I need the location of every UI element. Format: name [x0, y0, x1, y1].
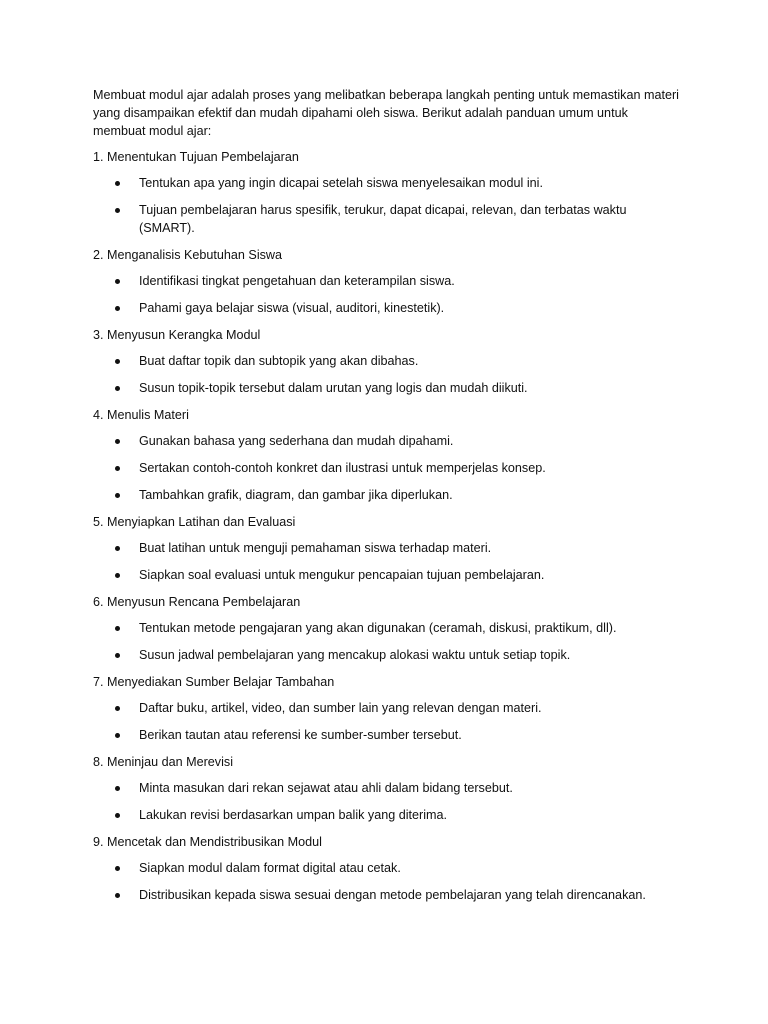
bullet-list [93, 432, 683, 504]
bullet-dot-icon [115, 279, 120, 284]
list-item-text: Tentukan metode pengajaran yang akan digunakan (ceramah, diskusi, praktikum, dll). [139, 621, 617, 635]
list-item-text: Siapkan modul dalam format digital atau cetak. [139, 861, 401, 875]
section-heading: 9. Mencetak dan Mendistribusikan Modul [93, 835, 322, 849]
bullet-dot-icon [115, 706, 120, 711]
bullet-dot-icon [115, 359, 120, 364]
section [93, 673, 683, 744]
bullet-list [93, 272, 683, 317]
list-item-text: Distribusikan kepada siswa sesuai dengan metode pembelajaran yang telah direncanakan. [139, 888, 646, 902]
section [93, 406, 683, 504]
list-item [93, 272, 683, 290]
bullet-list [93, 619, 683, 664]
list-item-text: Berikan tautan atau referensi ke sumber-sumber tersebut. [139, 728, 462, 742]
list-item [93, 566, 683, 584]
bullet-list [93, 174, 683, 237]
list-item-text: Lakukan revisi berdasarkan umpan balik yang diterima. [139, 808, 448, 822]
section-heading: 5. Menyiapkan Latihan dan Evaluasi [93, 515, 296, 529]
section [93, 148, 683, 237]
list-item [93, 379, 683, 397]
bullet-dot-icon [115, 493, 120, 498]
bullet-dot-icon [115, 733, 120, 738]
list-item [93, 806, 683, 824]
list-item [93, 459, 683, 477]
bullet-list [93, 352, 683, 397]
bullet-dot-icon [115, 181, 120, 186]
bullet-dot-icon [115, 208, 120, 213]
bullet-dot-icon [115, 466, 120, 471]
bullet-dot-icon [115, 813, 120, 818]
bullet-dot-icon [115, 893, 120, 898]
bullet-dot-icon [115, 306, 120, 311]
bullet-dot-icon [115, 439, 120, 444]
list-item-text: Susun jadwal pembelajaran yang mencakup alokasi waktu untuk setiap topik. [139, 648, 571, 662]
list-item-text: Sertakan contoh-contoh konkret dan ilustrasi untuk memperjelas konsep. [139, 461, 546, 475]
bullet-list [93, 779, 683, 824]
list-item [93, 486, 683, 504]
list-item [93, 619, 683, 637]
bullet-dot-icon [115, 866, 120, 871]
list-item [93, 646, 683, 664]
section-heading: 6. Menyusun Rencana Pembelajaran [93, 595, 301, 609]
section-heading: 8. Meninjau dan Merevisi [93, 755, 234, 769]
list-item-text: Buat latihan untuk menguji pemahaman siswa terhadap materi. [139, 541, 492, 555]
list-item-text: Minta masukan dari rekan sejawat atau ahli dalam bidang tersebut. [139, 781, 513, 795]
section [93, 753, 683, 824]
bullet-dot-icon [115, 786, 120, 791]
list-item [93, 726, 683, 744]
document-page [93, 86, 683, 913]
list-item [93, 352, 683, 370]
list-item-text: Siapkan soal evaluasi untuk mengukur pencapaian tujuan pembelajaran. [139, 568, 545, 582]
list-item [93, 432, 683, 450]
section-heading: 1. Menentukan Tujuan Pembelajaran [93, 150, 299, 164]
list-item [93, 539, 683, 557]
list-item [93, 201, 683, 237]
bullet-list [93, 539, 683, 584]
list-item-text: Tujuan pembelajaran harus spesifik, terukur, dapat dicapai, relevan, dan terbatas waktu (SMART). [139, 203, 627, 235]
list-item-text: Tambahkan grafik, diagram, dan gambar jika diperlukan. [139, 488, 453, 502]
list-item [93, 779, 683, 797]
section-heading: 4. Menulis Materi [93, 408, 189, 422]
bullet-list [93, 699, 683, 744]
section [93, 833, 683, 904]
list-item-text: Identifikasi tingkat pengetahuan dan keterampilan siswa. [139, 274, 455, 288]
section [93, 246, 683, 317]
list-item [93, 174, 683, 192]
list-item-text: Buat daftar topik dan subtopik yang akan dibahas. [139, 354, 419, 368]
list-item [93, 886, 683, 904]
list-item [93, 299, 683, 317]
bullet-dot-icon [115, 626, 120, 631]
bullet-list [93, 859, 683, 904]
sections-container [93, 148, 683, 904]
intro-paragraph: Membuat modul ajar adalah proses yang melibatkan beberapa langkah penting untuk memastikan materi yang disampaikan efektif dan mudah dipahami oleh siswa. Berikut adalah panduan umum untuk membuat modul ajar: [93, 88, 679, 138]
section-heading: 7. Menyediakan Sumber Belajar Tambahan [93, 675, 335, 689]
list-item [93, 859, 683, 877]
bullet-dot-icon [115, 653, 120, 658]
section-heading: 3. Menyusun Kerangka Modul [93, 328, 261, 342]
list-item-text: Susun topik-topik tersebut dalam urutan yang logis dan mudah diikuti. [139, 381, 528, 395]
list-item-text: Daftar buku, artikel, video, dan sumber lain yang relevan dengan materi. [139, 701, 542, 715]
section [93, 326, 683, 397]
bullet-dot-icon [115, 546, 120, 551]
section [93, 513, 683, 584]
list-item-text: Gunakan bahasa yang sederhana dan mudah dipahami. [139, 434, 454, 448]
bullet-dot-icon [115, 573, 120, 578]
section [93, 593, 683, 664]
list-item-text: Pahami gaya belajar siswa (visual, auditori, kinestetik). [139, 301, 445, 315]
list-item-text: Tentukan apa yang ingin dicapai setelah siswa menyelesaikan modul ini. [139, 176, 543, 190]
bullet-dot-icon [115, 386, 120, 391]
list-item [93, 699, 683, 717]
section-heading: 2. Menganalisis Kebutuhan Siswa [93, 248, 283, 262]
